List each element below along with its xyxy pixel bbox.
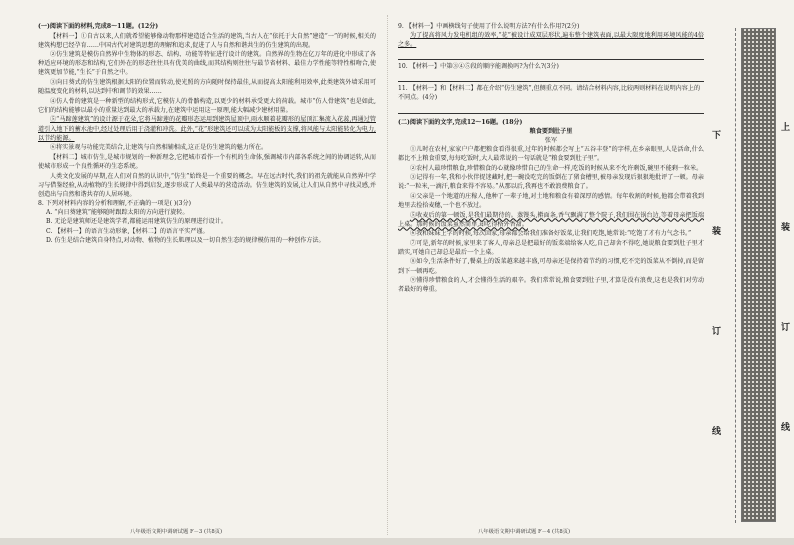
question-9: 9. 【材料一】中画横线句子使用了什么说明方法?有什么作用?(2分) [398, 23, 580, 30]
story-para-7: ⑦可是,新年的时候,家里来了客人,母亲总是把最好的饭菜端给客人吃,自己却舍不得吃,她说粮食要到肚子里才踏实,可她自己却总是最后一个上桌。 [398, 239, 704, 256]
story-author: 张军 [544, 136, 558, 144]
story-title: 粮食要到肚子里 [529, 127, 573, 135]
answer-line[interactable] [398, 72, 704, 82]
binding-pattern-strip [741, 28, 776, 522]
story-para-5: ⑤收麦后的第一顿饭,是我们最期待的。蒸馒头,擀面条,香气飘满了整个院子,我们围在锅台边,等着母亲把饭端上桌。那时候的饭菜虽然简单,却吃得格外香甜。 [398, 211, 704, 228]
question-11: 11. 【材料一】和【材料二】都在介绍“仿生建筑”,但侧重点不同。请结合材料内容,比较两则材料在说明内容上的不同点。(4分) [398, 85, 701, 102]
material2-para2: 人类文化发展的早期,在人们对自然的认识中,“仿生”始终是一个重要的概念。早在远古时代,我们的祖先就能从自然界中学习与借鉴经验,从动植物的生长规律中得到启发,逐步形成了人类最早的营造活动。仿生建筑的发展,让人们从自然中寻找灵感,并创造出与自然和谐共存的人居环境。 [38, 172, 376, 198]
scan-bottom-edge [0, 538, 794, 545]
binding-char-ding: 订 [781, 323, 791, 333]
binding-cut-line [735, 28, 736, 523]
left-column [38, 22, 376, 245]
material1-para4: ④仿人骨的建筑是一种新型的结构形式,它模仿人的骨骼构造,以更少的材料承受更大的荷载。城市“仿人骨建筑”也是如此,它们的结构能够以最小的重量达到最大的承载力,在建筑中运用这一原理,能大幅减少建材用量。 [38, 97, 376, 114]
story-para-9: ⑨懂得珍惜粮食的人,才会懂得生活的艰辛。我们常常说,粮食要到肚子里,才算是没有浪费,这也是我们对劳动者最好的尊重。 [398, 277, 704, 294]
right-column [398, 22, 704, 295]
question-8-option-a[interactable]: A. “向日葵建筑”能够随时跟踪太阳的方向进行旋转。 [46, 209, 189, 217]
question-8-option-c[interactable]: C. 【材料一】的语言生动形象,【材料二】的语言平实严谨。 [46, 227, 209, 235]
question-8-option-d[interactable]: D. 仿生是结合建筑自身特点,对动物、植物的生长肌理以及一切自然生态的规律模仿用的一种创作方法。 [46, 236, 325, 244]
story-para-1: ①儿时在农村,家家户户都把粮食看得很重,过年的时候都会写上“五谷丰登”的字样,在乡亲眼里,人是活命,什么都比不上粮食重要,每每吃饭时,大人最常说的一句话就是“粮食要到肚子里”。 [398, 145, 704, 162]
section2-title: (二)阅读下面的文字,完成12～16题。(18分) [398, 118, 523, 126]
answer-line[interactable] [398, 50, 704, 60]
page-footer-right: 八年级语文期中调研试题 F－4 (共8页) [478, 529, 571, 535]
binding-char-zhuang-inner: 装 [712, 227, 722, 237]
answer-line[interactable] [398, 104, 704, 114]
page-fold-line [387, 15, 388, 535]
binding-char-xia: 下 [712, 131, 722, 141]
story-para-6: ⑥我和妹妹上学的时候,每次回家,母亲都会给我们准备好饭菜,让我们吃饱,她常说:“吃饱了才有力气念书。” [410, 230, 692, 238]
material1-para3: ③向日葵式的仿生建筑根据太阳的位置而转动,使光照的方向随时保持最佳,从而提高太阳能利用效率,此类建筑外墙采用可随温度变化的材料,以达到中和调节的效果…… [38, 79, 376, 96]
binding-char-zhuang: 装 [781, 223, 791, 233]
story-para-2: ②农村人最珍惜粮食,珍惜粮食的心就像珍惜自己的生命一样,吃饭的时候从来不允许剩饭,碗里不能剩一粒米。 [410, 164, 703, 172]
material1-para6: ⑥将实景观与功能完美结合,让建筑与自然相辅相成,这正是仿生建筑的魅力所在。 [50, 144, 268, 152]
story-para-3: ③记得有一年,我和小伙伴捉迷藏时,把一碗没吃完的饭倒在了猪食槽里,被母亲发现后狠狠地批评了一顿。母亲说:“一粒米,一滴汗,粮食来得不容易。”从那以后,我再也不敢浪费粮食了。 [398, 174, 704, 191]
material1-para5: ⑤“马蹄莲建筑”的设计源于花朵,它将马蹄莲的花瓣形态运用到建筑屋顶中,雨水顺着花瓣形的屋顶汇集流入花蕊,再通过管道引入地下的蓄水池中,经过处理后用于浇灌和冲洗。此外,“花”形建筑还可以成为太阳能板的支撑,将风能与太阳能转化为电力,以节约能源。 [38, 116, 376, 142]
question-8-option-b[interactable]: B. 无论是建筑师还是建筑学者,都能运用建筑仿生的原理进行设计。 [46, 218, 227, 226]
material1-para2: ②仿生建筑是模仿自然界中生物体的形态、结构、功能等特征进行设计的建筑。自然界的生物在亿万年的进化中形成了各种适应环境的形态和结构,它们外在的形态往往具有优美的曲线,而其结构则往往与最节省材料、最佳力学性能等特性相吻合,使建筑更加节能,“生长”于自然之中。 [38, 51, 376, 77]
page-footer-left: 八年级语文期中调研试题 F－3 (共8页) [130, 529, 223, 535]
binding-char-ding-inner: 订 [712, 327, 722, 337]
binding-char-top: 上 [781, 123, 791, 133]
binding-char-xian: 线 [781, 423, 791, 433]
section1-title: (一)阅读下面的材料,完成8～11题。(12分) [38, 23, 159, 30]
material2-para1: 【材料二】城市仿生,是城市规划的一种新理念,它把城市看作一个有机的生命体,强调城市内部各系统之间的协调运转,从而使城市形成一个良性循环的生态系统。 [38, 153, 376, 170]
material1-para1: 【材料一】①自古以来,人们就希望能够像动物那样建造适合生活的建筑,当古人在“依托于大自然”建造“一”的时候,相关的建筑构想已经孕育……中国古代对建筑思想的理解和追求,促进了人与自然和谐共生的仿生建筑的出现。 [38, 32, 376, 49]
story-para-4: ④父亲是一个地道的庄稼人,他种了一辈子地,对土地和粮食有着深厚的感情。每年收割的时候,他都会带着我到地里去捡拾麦穗,一个也不放过。 [398, 192, 704, 209]
question-8: 8. 下列对材料内容的分析和理解,不正确的一项是( )(3分) [38, 200, 191, 208]
question-9-excerpt: 为了提高将风力发电机组的效率,“花”被设计成双层形状,遍布整个建筑表面,以最大限度地利用环境风能的4倍之多。 [398, 32, 704, 49]
story-para-8: ⑧如今,生活条件好了,餐桌上的饭菜越来越丰盛,可母亲还是保持着节约的习惯,吃不完的饭菜从不倒掉,而是留到下一顿再吃。 [398, 258, 704, 275]
binding-char-xian-inner: 线 [712, 427, 722, 437]
question-10: 10. 【材料一】中第③④⑤段的顺序能调换吗?为什么?(3分) [398, 63, 559, 71]
